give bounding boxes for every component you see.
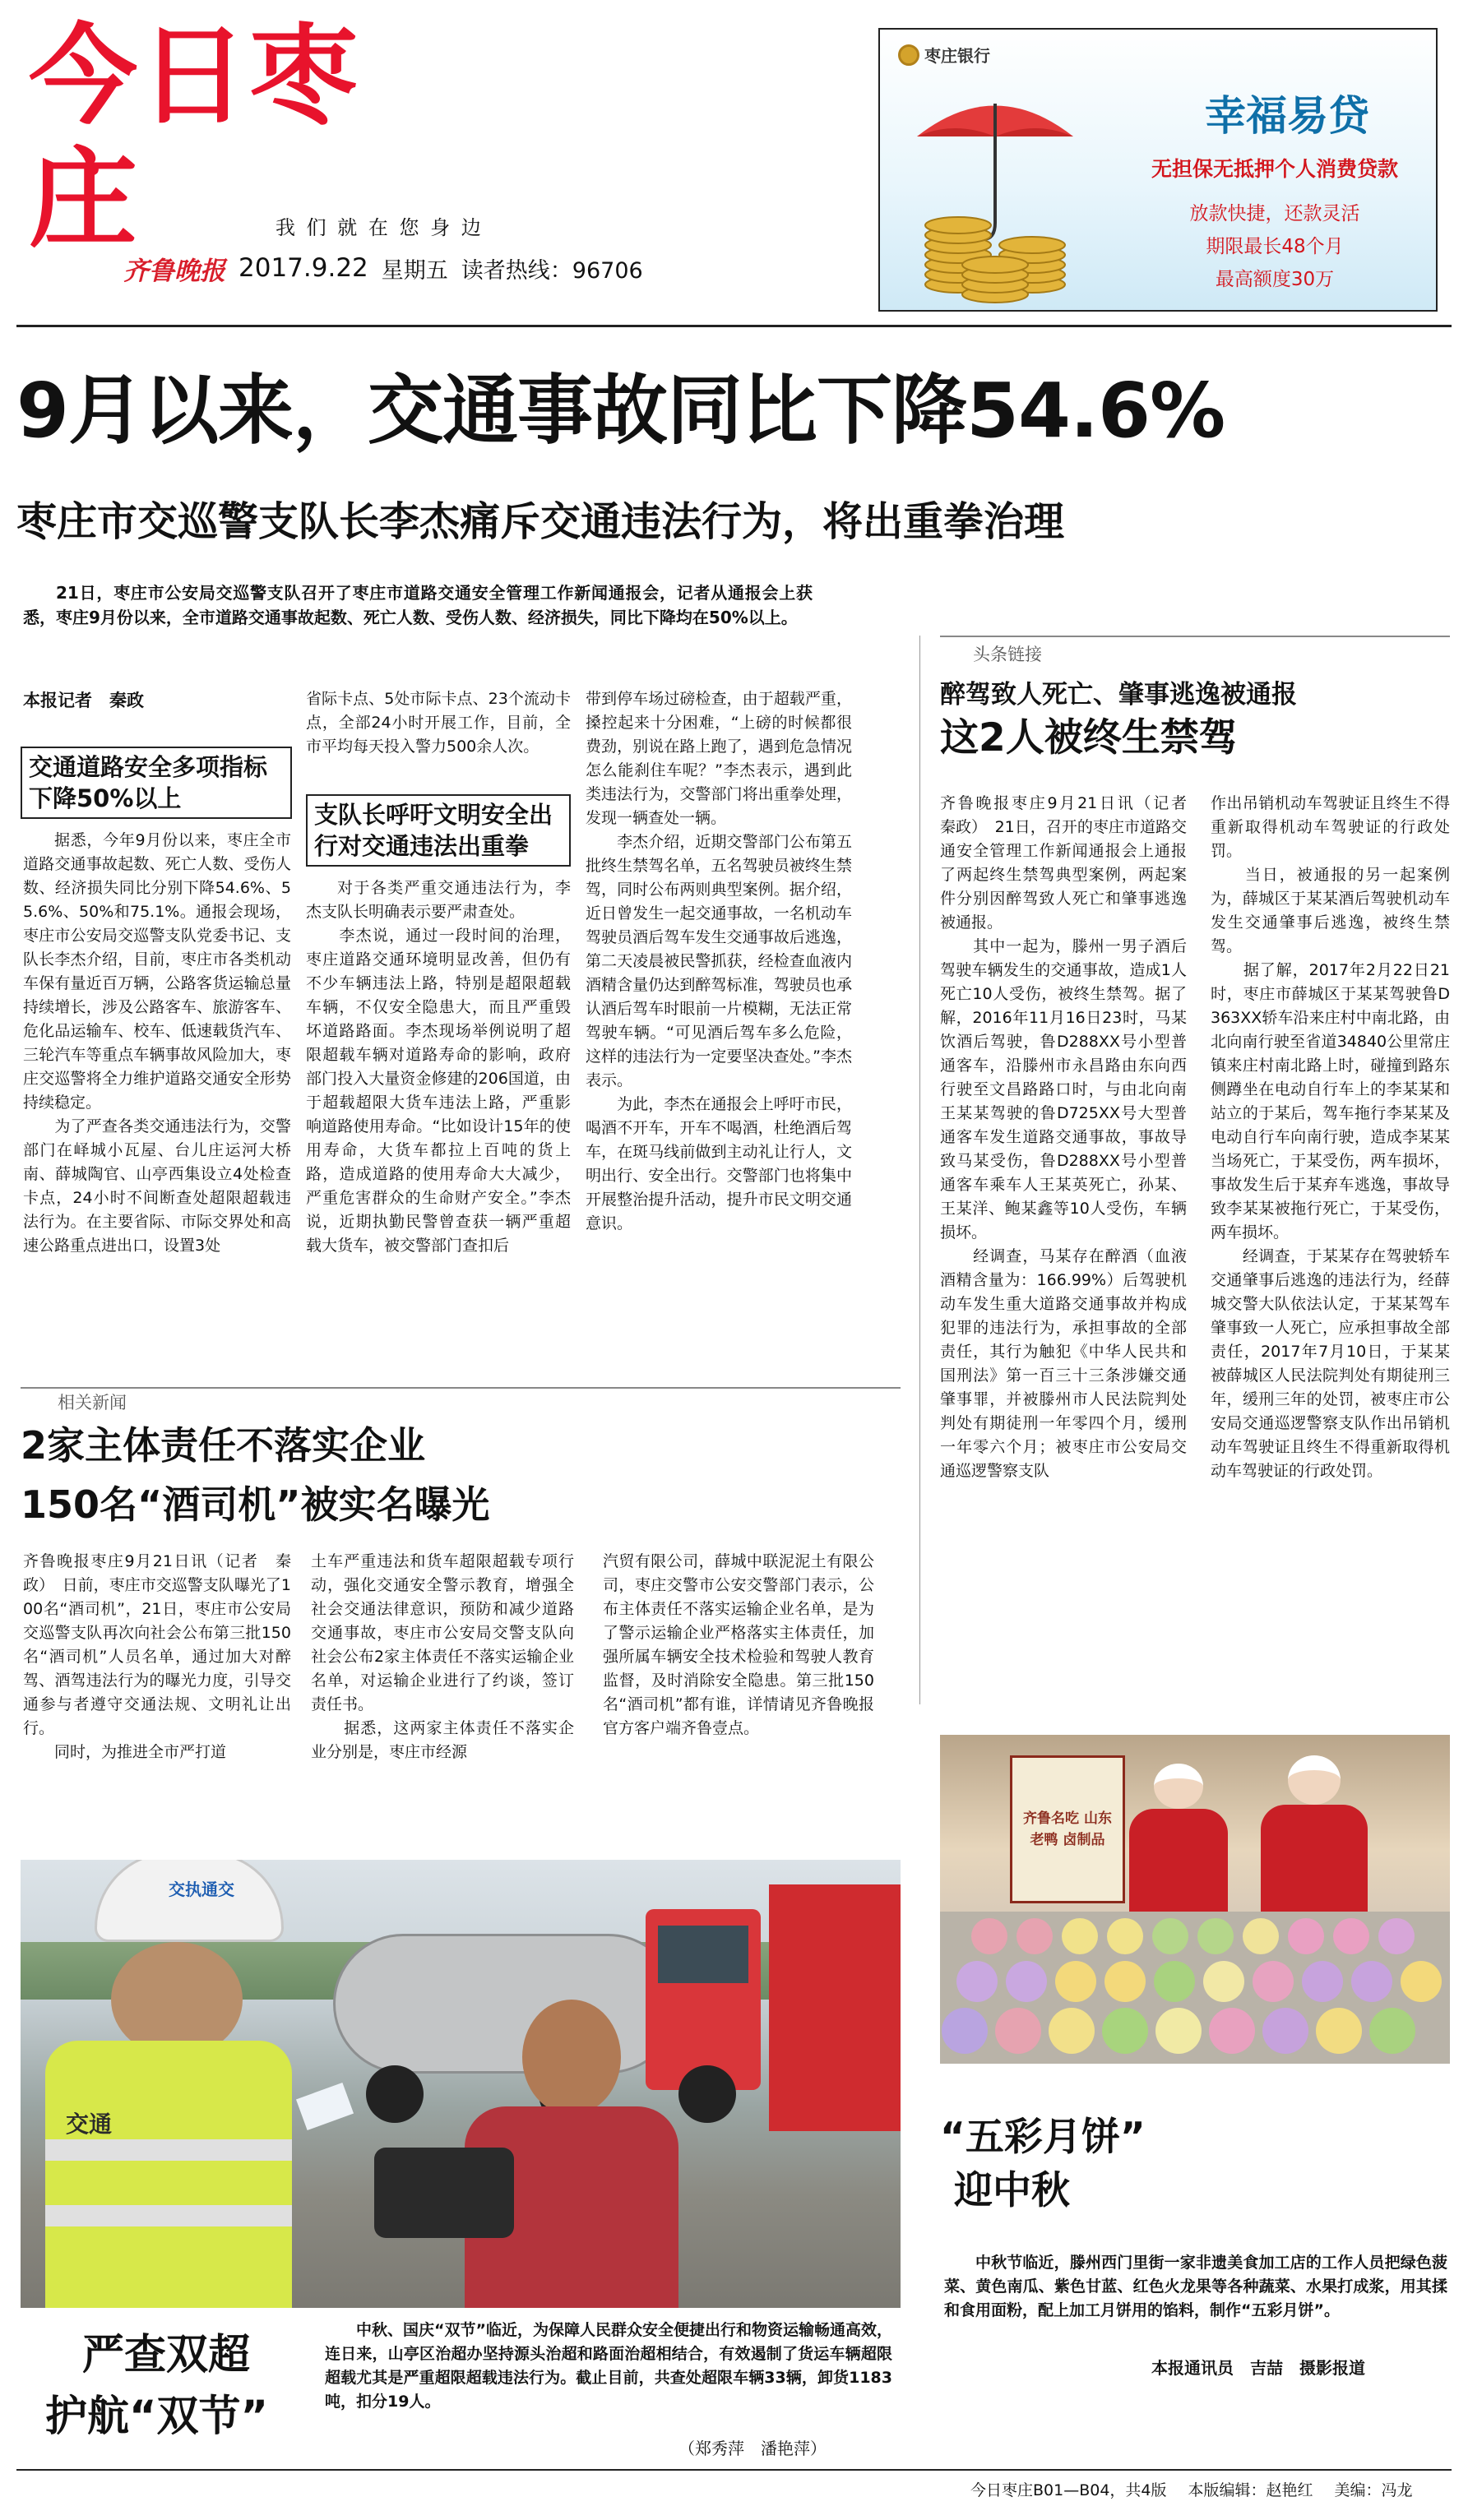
ad-line4: 最高额度30万	[1215, 269, 1335, 290]
masthead-rule	[16, 325, 1452, 327]
bank-advertisement[interactable]	[878, 28, 1438, 312]
masthead-title: 今日枣庄	[29, 13, 359, 263]
lead-column-2a: 省际卡点、5处市际卡点、23个流动卡点，全部24小时开展工作，目前，全市平均每天投入警力500余人次。	[306, 690, 571, 756]
mooncake-tray	[940, 1912, 1450, 2064]
related-column-3: 汽贸有限公司，薛城中联泥泥土有限公司，枣庄交警市公安交警部门表示，公布主体责任不落实运输企业名单，是为了警示运输企业严格落实主体责任，加强所属车辆安全技术检验和驾驶人教育监督，及时消除安全隐患。第三批150名“酒司机”都有谁，详情请见齐鲁晚报官方客户端齐鲁壹点。	[603, 1552, 874, 1737]
issue-date: 2017.9.22	[238, 253, 368, 283]
bank-logo: 枣庄银行	[898, 43, 990, 67]
footer-rule	[16, 2469, 1452, 2471]
mooncake-photo	[940, 1735, 1450, 2064]
police-photo-title-2: 护航“双节”	[45, 2393, 269, 2441]
sidebar-title-2: 这2人被终生禁驾	[940, 715, 1238, 761]
documents-in-hand	[296, 2083, 354, 2130]
lead-intro: 21日，枣庄市公安局交巡警支队召开了枣庄市道路交通安全管理工作新闻通报会，记者从通报会上获悉，枣庄9月份以来，全市道路交通事故起数、死亡人数、受伤人数、经济损失，同比下降均在50%以上。	[23, 583, 813, 627]
related-tag-box	[21, 1387, 901, 1389]
footer-editor: 本版编辑：赵艳红	[1188, 2481, 1313, 2499]
related-column-2: 土车严重违法和货车超限超载专项行动，强化交通安全警示教育，增强全社会交通法律意识，预防和减少道路交通事故，枣庄市公安局交警支队向社会公布2家主体责任不落实运输企业名单，对运输企业进行了约谈，签订责任书。 据悉，这两家主体责任不落实企业分别是，枣庄市经源	[311, 1552, 574, 1761]
related-tag: 相关新闻	[58, 1393, 127, 1413]
mooncake-title-1: “五彩月饼”	[940, 2115, 1146, 2160]
red-truck-cab	[769, 1884, 901, 2131]
worker-right	[1261, 1755, 1368, 1920]
vest-label: 交通	[66, 2111, 113, 2138]
mooncake-credit: 本报通讯员 吉喆 摄影报道	[1151, 2358, 1365, 2378]
police-photo-caption: 中秋、国庆“双节”临近，为保障人民群众安全便捷出行和物资运输畅通高效，连日来，山亭区治超办坚持源头治超和路面治超相结合，有效遏制了货运车辆超限超载尤其是严重超限超载违法行为。截止目前，共查处超限车辆33辆，卸货1183吨，扣分19人。	[325, 2321, 892, 2411]
lead-byline: 本报记者 秦政	[23, 691, 144, 710]
helmet-label: 交执通交	[169, 1880, 234, 1899]
police-inspection-photo	[21, 1860, 901, 2308]
lead-subtitle-1: 交通道路安全多项指标下降50%以上	[21, 747, 292, 819]
paper-name: 齐鲁晚报	[123, 256, 225, 286]
lead-column-2b: 对于各类严重交通违法行为，李杰支队长明确表示要严肃查处。 李杰说，通过一段时间的治理，枣庄道路交通环境明显改善，但仍有不少车辆违法上路，特别是超限超载车辆，不仅安全隐患大，而且严重毁坏道路路面。李杰现场举例说明了超限超载车辆对道路寿命的影响，政府部门投入大量资金修建的206国道，由于超载超限大货车违法上路，严重影响道路使用寿命。“比如设计15年的使用寿命，大货车都拉上百吨的货上路，造成道路的使用寿命大大减少，严重危害群众的生命财产安全。”李杰说，近期执勤民警曾查获一辆严重超载大货车，被交警部门查扣后	[306, 879, 571, 1255]
masthead-slogan: 我 们 就 在 您 身 边	[276, 216, 484, 239]
footer-pages: 今日枣庄B01—B04，共4版	[970, 2481, 1167, 2499]
related-column-1: 齐鲁晚报枣庄9月21日讯（记者 秦政） 日前，枣庄市交巡警支队曝光了100名“酒司机”，21日，枣庄市公安局交巡警支队再次向社会公布第三批150名“酒司机”人员名单，通过加大对醉驾、酒驾违法行为的曝光力度，引导交通参与者遵守交通法规、文明礼让出行。 同时，为推进全市严打道	[23, 1552, 291, 1761]
sidebar-tag: 头条链接	[973, 645, 1042, 664]
related-title-2: 150名“酒司机”被实名曝光	[21, 1482, 490, 1527]
sidebar-title-1: 醉驾致人死亡、肇事逃逸被通报	[940, 680, 1297, 710]
police-photo-credit: （郑秀萍 潘艳萍）	[678, 2439, 827, 2458]
bank-logo-icon	[898, 44, 919, 66]
lead-column-3: 带到停车场过磅检查，由于超载严重，搡控起来十分困难，“上磅的时候都很费劲，别说在路上跑了，遇到危急情况怎么能刹住车呢？”李杰表示，遇到此类违法行为，交警部门将出重拳处理，发现一辆查处一辆。 李杰介绍，近期交警部门公布第五批终生禁驾名单，五名驾驶员被终生禁驾，同时公布两则典型案例。据介绍，近日曾发生一起交通事故，一名机动车驾驶员酒后驾车发生交通事故后逃逸，第二天凌晨被民警抓获，经检查血液内酒精含量仍达到醉驾标准，驾驶员也承认酒后驾车时眼前一片模糊，无法正常驾驶车辆。“可见酒后驾车多么危险，这样的违法行为一定要坚决查处。”李杰表示。 为此，李杰在通报会上呼吁市民，喝酒不开车，开车不喝酒，杜绝酒后驾车，在斑马线前做到主动礼让行人，文明出行、安全出行。交警部门也将集中开展整治提升活动，提升市民文明交通意识。	[586, 690, 852, 1232]
lead-headline: 9月以来，交通事故同比下降54.6%	[16, 367, 1225, 455]
related-title-1: 2家主体责任不落实企业	[21, 1423, 426, 1468]
leather-bag	[374, 2148, 514, 2238]
footer-art: 美编：冯龙	[1334, 2481, 1413, 2499]
ad-line1: 无担保无抵押个人消费贷款	[1151, 157, 1398, 181]
ad-line3: 期限最长48个月	[1206, 236, 1344, 257]
worker-left	[1129, 1764, 1228, 1912]
vertical-divider	[919, 636, 920, 1704]
ad-line2: 放款快捷，还款灵活	[1189, 203, 1360, 224]
masthead-info	[123, 252, 643, 284]
lead-column-1: 据悉，今年9月份以来，枣庄全市道路交通事故起数、死亡人数、受伤人数、经济损失同比分别下降54.6%、55.6%、50%和75.1%。通报会现场，枣庄市公安局交巡警支队党委书记、支队长李杰介绍，目前，枣庄市各类机动车保有量近百万辆，公路客货运输总量持续增长，涉及公路客车、旅游客车、危化品运输车、校车、低速载货汽车、三轮汽车等重点车辆事故风险加大，枣庄交巡警将全力维护道路交通安全形势持续稳定。 为了严查各类交通违法行为，交警部门在峄城小瓦屋、台儿庄运河大桥南、薛城陶官、山亭西集设立4处检查卡点，24小时不间断查处超限超载违法行为。在主要省际、市际交界处和高速公路重点进出口，设置3处	[23, 831, 291, 1255]
footer-bar	[970, 2478, 1413, 2500]
lead-subhead: 枣庄市交巡警支队长李杰痛斥交通违法行为，将出重拳治理	[16, 498, 1065, 545]
shop-sign: 齐鲁名吃 山东老鸭 卤制品	[1010, 1755, 1125, 1903]
weekday: 星期五	[381, 257, 448, 284]
mooncake-caption: 中秋节临近，滕州西门里街一家非遗美食加工店的工作人员把绿色菠菜、黄色南瓜、紫色甘蓝、红色火龙果等各种蔬菜、水果打成浆，用其揉和食用面粉，配上加工月饼用的馅料，制作“五彩月饼”。	[944, 2254, 1447, 2319]
hotline: 读者热线：96706	[461, 257, 643, 284]
police-photo-title-1: 严查双超	[82, 2331, 251, 2379]
gold-coins-umbrella-graphic	[892, 79, 1098, 309]
sidebar-column-2: 作出吊销机动车驾驶证且终生不得重新取得机动车驾驶证的行政处罚。 当日，被通报的另一起案例为，薛城区于某某酒后驾驶机动车发生交通肇事后逃逸，被终生禁驾。 据了解，2017年2月22日21时，枣庄市薛城区于某某驾驶鲁D363XX轿车沿来庄村中南北路，由北向南行驶至省道34840公里常庄镇来庄村南北路上时，碰撞到路东侧蹲坐在电动自行车上的李某某和站立的于某后，驾车拖行李某某及电动自行车向南行驶，造成李某某当场死亡，于某受伤，两车损坏，事故发生后于某弃车逃逸，事故导致李某某被拖行死亡，于某受伤，两车损坏。 经调查，于某某存在驾驶轿车交通肇事后逃逸的违法行为，经薛城交警大队依法认定，于某某驾车肇事致一人死亡，应承担事故全部责任，2017年7月10日，于某某被薛城区人民法院判处有期徒刑三年，缓刑三年的处罚，被枣庄市公安局交通巡逻警察支队作出吊销机动车驾驶证且终生不得重新取得机动车驾驶证的行政处罚。	[1211, 794, 1450, 1480]
mooncake-title-2: 迎中秋	[954, 2168, 1070, 2213]
police-officer	[45, 1860, 292, 2308]
sidebar-column-1: 齐鲁晚报枣庄9月21日讯（记者 秦政） 21日，召开的枣庄市道路交通安全管理工作新闻通报会上通报了两起终生禁驾典型案例，两起案件分别因醉驾致人死亡和肇事逃逸被通报。 其中一起为，滕州一男子酒后驾驶车辆发生的交通事故，造成1人死亡10人受伤，被终生禁驾。据了解，2016年11月16日23时，马某饮酒后驾驶，鲁D288XX号小型普通客车，沿滕州市永昌路由东向西行驶至文昌路路口时，与由北向南王某某驾驶的鲁D725XX号大型普通客车发生道路交通事故，事故导致马某受伤，鲁D288XX号小型普通客车乘车人王某英死亡，孙某、王某洋、鲍某鑫等10人受伤，车辆损坏。 经调查，马某存在醉酒（血液酒精含量为：166.99%）后驾驶机动车发生重大道路交通事故并构成犯罪的违法行为，承担事故的全部责任，其行为触犯《中华人民共和国刑法》第一百三十三条涉嫌交通肇事罪，并被滕州市人民法院判处判处有期徒刑一年零四个月，缓刑一年零六个月；被枣庄市公安局交通巡逻警察支队	[940, 794, 1187, 1480]
ad-product-name: 幸福易贷	[1205, 92, 1369, 140]
lead-subtitle-2: 支队长呼吁文明安全出行对交通违法出重拳	[306, 794, 571, 867]
